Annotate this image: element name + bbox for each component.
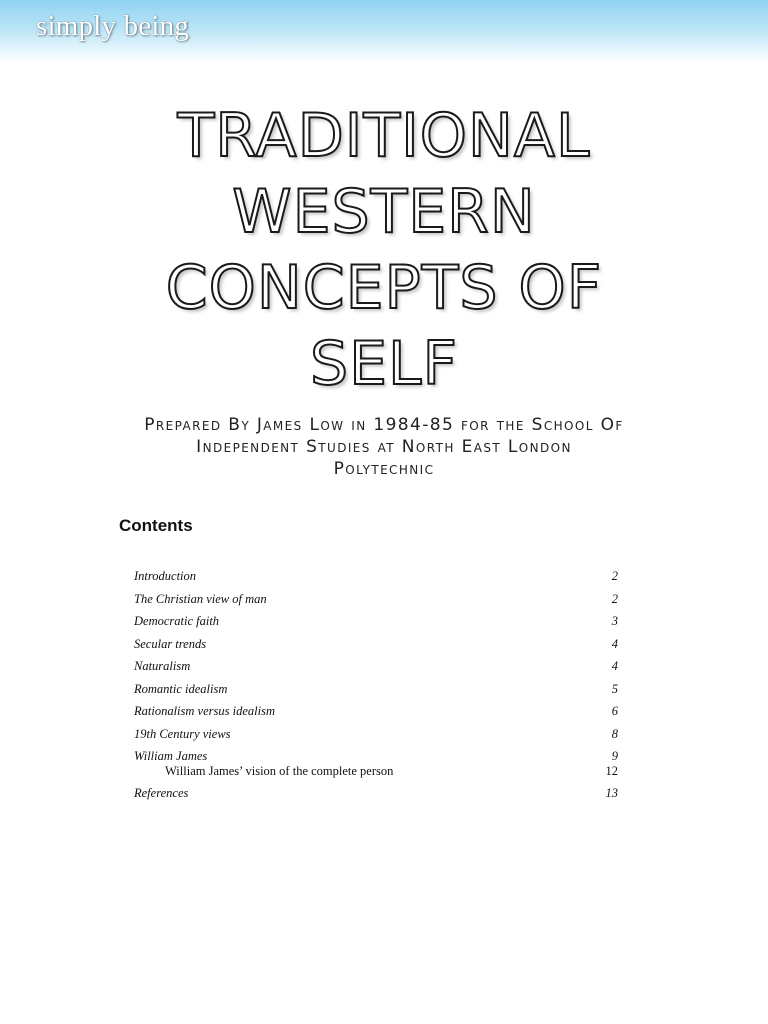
toc-item-title: Rationalism versus idealism: [134, 704, 275, 718]
toc-item-page: 4: [611, 636, 618, 651]
toc-item-william-james[interactable]: [134, 749, 620, 764]
title-line-3: CONCEPTS OF: [165, 253, 603, 323]
toc-item-rationalism[interactable]: [134, 704, 620, 727]
toc-item-naturalism[interactable]: [134, 659, 620, 682]
toc-item-page: 12: [605, 764, 618, 778]
toc-item-title: William James’ vision of the complete person: [165, 764, 394, 778]
title-line-4: SELF: [310, 329, 458, 399]
toc-item-19th-century[interactable]: [134, 727, 620, 750]
table-of-contents: [134, 569, 620, 809]
toc-item-references[interactable]: [134, 786, 620, 809]
contents-heading: Contents: [119, 516, 193, 535]
toc-item-secular-trends[interactable]: [134, 637, 620, 660]
toc-item-title: Naturalism: [134, 659, 191, 673]
header-band: [0, 0, 768, 62]
toc-item-title: Secular trends: [134, 636, 207, 651]
document-title: [0, 98, 768, 402]
brand-logo-text: simply being: [36, 10, 190, 42]
title-line-1: TRADITIONAL: [177, 101, 591, 171]
toc-item-page: 3: [611, 614, 618, 628]
subtitle-line-2: Independent Studies at North East London: [196, 437, 572, 457]
toc-item-title: 19th Century views: [134, 726, 231, 741]
toc-item-title: The Christian view of man: [134, 591, 267, 606]
toc-item-page: 2: [611, 591, 618, 606]
toc-item-page: 4: [611, 659, 618, 673]
toc-item-page: 6: [611, 704, 618, 718]
toc-item-christian-view[interactable]: [134, 592, 620, 615]
toc-item-title: Romantic idealism: [134, 681, 228, 696]
toc-item-title: References: [134, 786, 189, 800]
toc-item-page: 13: [605, 786, 618, 800]
toc-item-title: William James: [134, 749, 208, 763]
toc-item-introduction[interactable]: [134, 569, 620, 592]
toc-item-romantic-idealism[interactable]: [134, 682, 620, 705]
subtitle-line-3: Polytechnic: [333, 459, 435, 479]
document-subtitle: [90, 414, 678, 480]
toc-item-democratic-faith[interactable]: [134, 614, 620, 637]
toc-subitem-complete-person[interactable]: [134, 764, 620, 786]
toc-item-title: Democratic faith: [134, 614, 220, 628]
toc-item-page: 2: [611, 569, 618, 583]
toc-item-page: 8: [611, 726, 618, 741]
toc-item-page: 9: [611, 749, 618, 763]
title-line-2: WESTERN: [232, 177, 536, 247]
toc-item-title: Introduction: [134, 569, 197, 583]
subtitle-line-1: Prepared By James Low in 1984-85 for the School Of: [144, 415, 624, 435]
toc-item-page: 5: [611, 681, 618, 696]
